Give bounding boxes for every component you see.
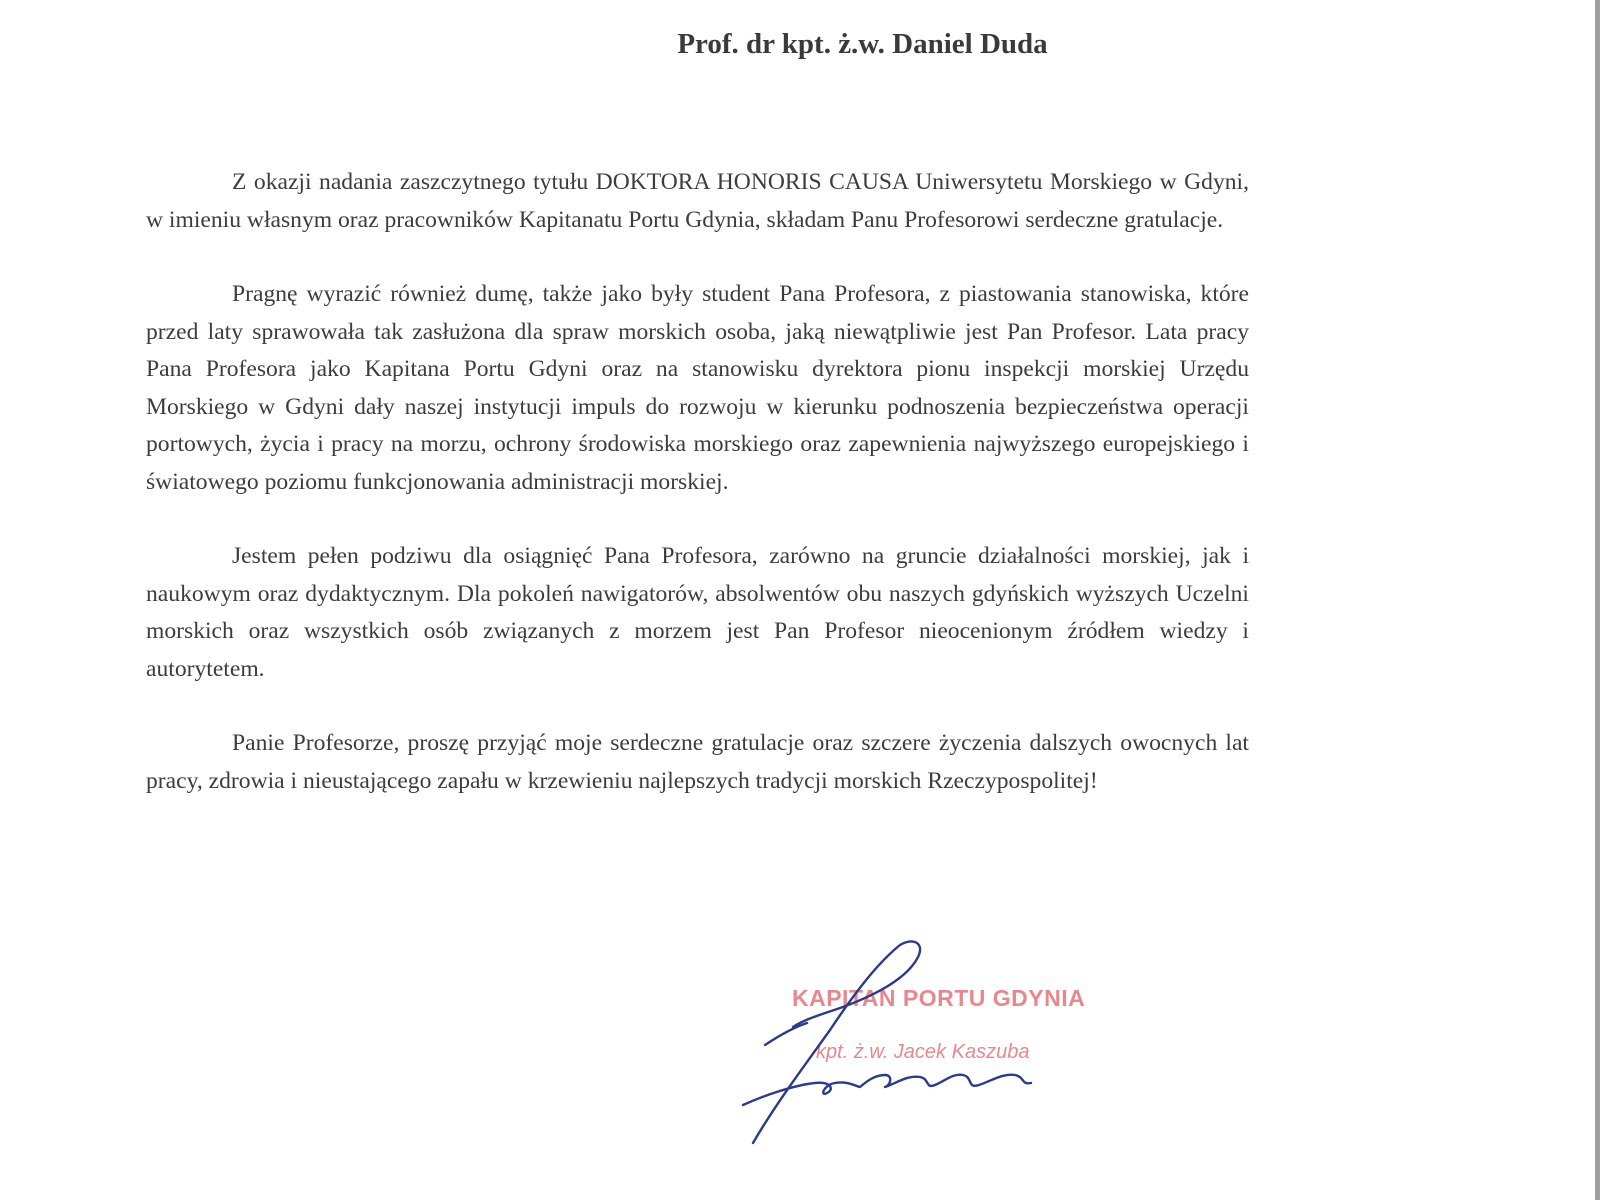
addressee-heading: Prof. dr kpt. ż.w. Daniel Duda (677, 28, 1048, 60)
stamp-title: KAPITAN PORTU GDYNIA (792, 985, 1086, 1011)
handwritten-signature (735, 935, 1065, 1175)
page-edge (1595, 0, 1600, 1200)
paragraph-4: Panie Profesorze, proszę przyjąć moje serdeczne gratulacje oraz szczere życzenia dalszych owocnych lat pracy, zdrowia i nieustającego zapału w krzewieniu najlepszych tradycji morskich Rzeczypospolitej! (146, 730, 1249, 794)
paragraph-1: Z okazji nadania zaszczytnego tytułu DOKTORA HONORIS CAUSA Uniwersytetu Morskiego w Gdyni, w imieniu własnym oraz pracowników Kapitanatu Portu Gdynia, składam Panu Profesorowi serdeczne gratulacje. (146, 169, 1249, 233)
paragraph-3: Jestem pełen podziwu dla osiągnięć Pana Profesora, zarówno na gruncie działalności morskiej, jak i naukowym oraz dydaktycznym. Dla pokoleń nawigatorów, absolwentów obu naszych gdyńskich wyższych Uczelni morskich oraz wszystkich osób związanych z morzem jest Pan Profesor nieocenionym źródłem wiedzy i autorytetem. (146, 543, 1249, 682)
stamp-name: kpt. ż.w. Jacek Kaszuba (816, 1041, 1030, 1063)
paragraph-2: Pragnę wyrazić również dumę, także jako były student Pana Profesora, z piastowania stanowiska, które przed laty sprawowała tak zasłużona dla spraw morskich osoba, jaką niewątpliwie jest Pan Profesor. Lata pracy Pana Profesora jako Kapitana Portu Gdyni oraz na stanowisku dyrektora pionu inspekcji morskiej Urzędu Morskiego w Gdyni dały naszej instytucji impuls do rozwoju w kierunku podnoszenia bezpieczeństwa operacji portowych, życia i pracy na morzu, ochrony środowiska morskiego oraz zapewnienia najwyższego europejskiego i światowego poziomu funkcjonowania administracji morskiej. (146, 281, 1249, 495)
letter-body (146, 164, 1249, 837)
